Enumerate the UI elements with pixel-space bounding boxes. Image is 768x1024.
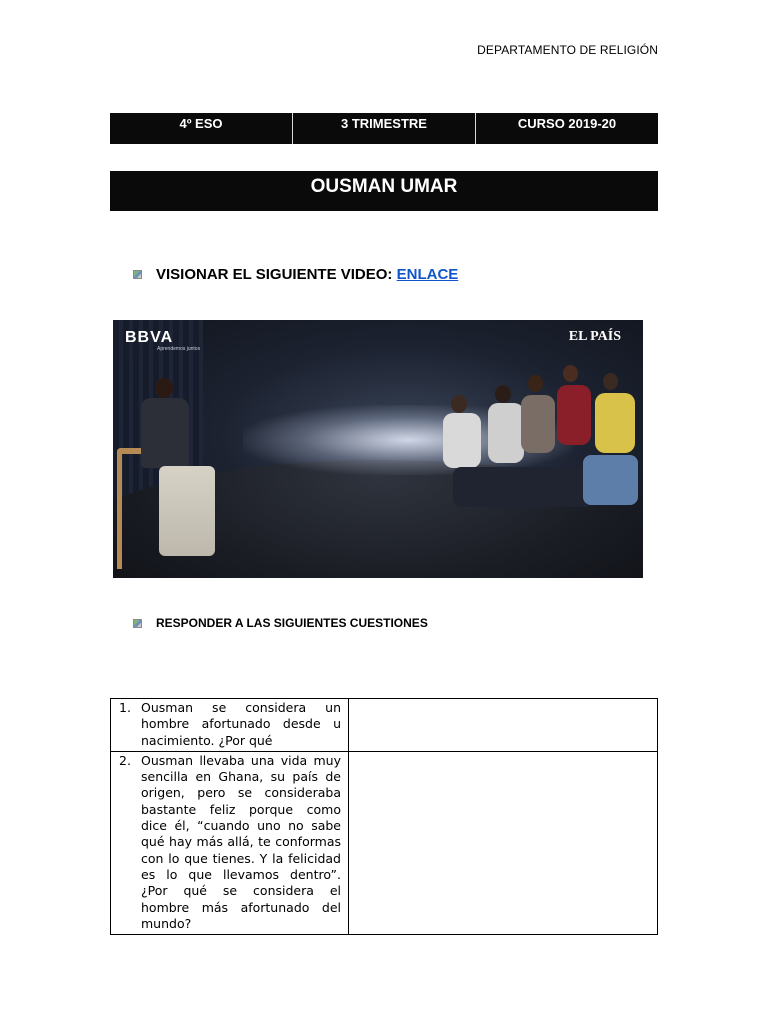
table-row [111,751,658,934]
table-row [111,699,658,752]
question-cell [111,699,349,752]
el-pais-logo: EL PAÍS [568,329,621,344]
audience-person [495,385,511,403]
audience-person [603,373,618,390]
video-instruction-text: VISIONAR EL SIGUIENTE VIDEO: [156,266,393,283]
bullet-icon [133,619,142,628]
answer-instruction [133,616,428,630]
course-year-cell: CURSO 2019-20 [475,113,658,144]
speaker-head [155,378,173,398]
answer-instruction-text: RESPONDER A LAS SIGUIENTES CUESTIONES [156,616,428,630]
audience-person [451,395,467,413]
question-text: Ousman llevaba una vida muy sencilla en Ghana, su país de origen, pero se consideraba bastante feliz porque como dice él, “cuando uno no sabe qué hay más allá, te conformas con lo que tienes. Y la felicidad es lo que llevamos dentro”. ¿Por qué se considera el hombre más afortunado del mundo? [141,752,341,931]
speaker-legs [159,466,215,556]
audience-person [557,385,591,445]
term-cell: 3 TRIMESTRE [292,113,475,144]
video-instruction [133,266,458,283]
audience-person [528,375,543,392]
audience-person [583,455,638,505]
audience-person [595,393,635,453]
video-thumbnail[interactable] [113,320,643,578]
speaker-body [141,398,189,468]
grade-cell: 4º ESO [179,116,223,131]
audience [433,355,643,555]
department-header: DEPARTAMENTO DE RELIGIÓN [477,43,658,57]
audience-person [488,403,524,463]
audience-person [453,467,593,507]
answer-cell[interactable] [349,751,658,934]
audience-person [443,413,481,468]
bbva-tagline: Aprendemos juntos [157,346,201,352]
question-cell [111,751,349,934]
video-link[interactable]: ENLACE [396,266,459,283]
audience-person [563,365,578,382]
audience-person [521,395,555,453]
bbva-logo: BBVA [125,329,174,346]
question-text: Ousman se considera un hombre afortunado desde u nacimiento. ¿Por qué [141,700,341,748]
document-title: OUSMAN UMAR [110,171,658,211]
course-info-bar [110,113,658,144]
bullet-icon [133,270,142,279]
question-number: 2. [119,752,131,768]
answer-cell[interactable] [349,699,658,752]
question-number: 1. [119,700,131,715]
questions-table [110,698,658,935]
